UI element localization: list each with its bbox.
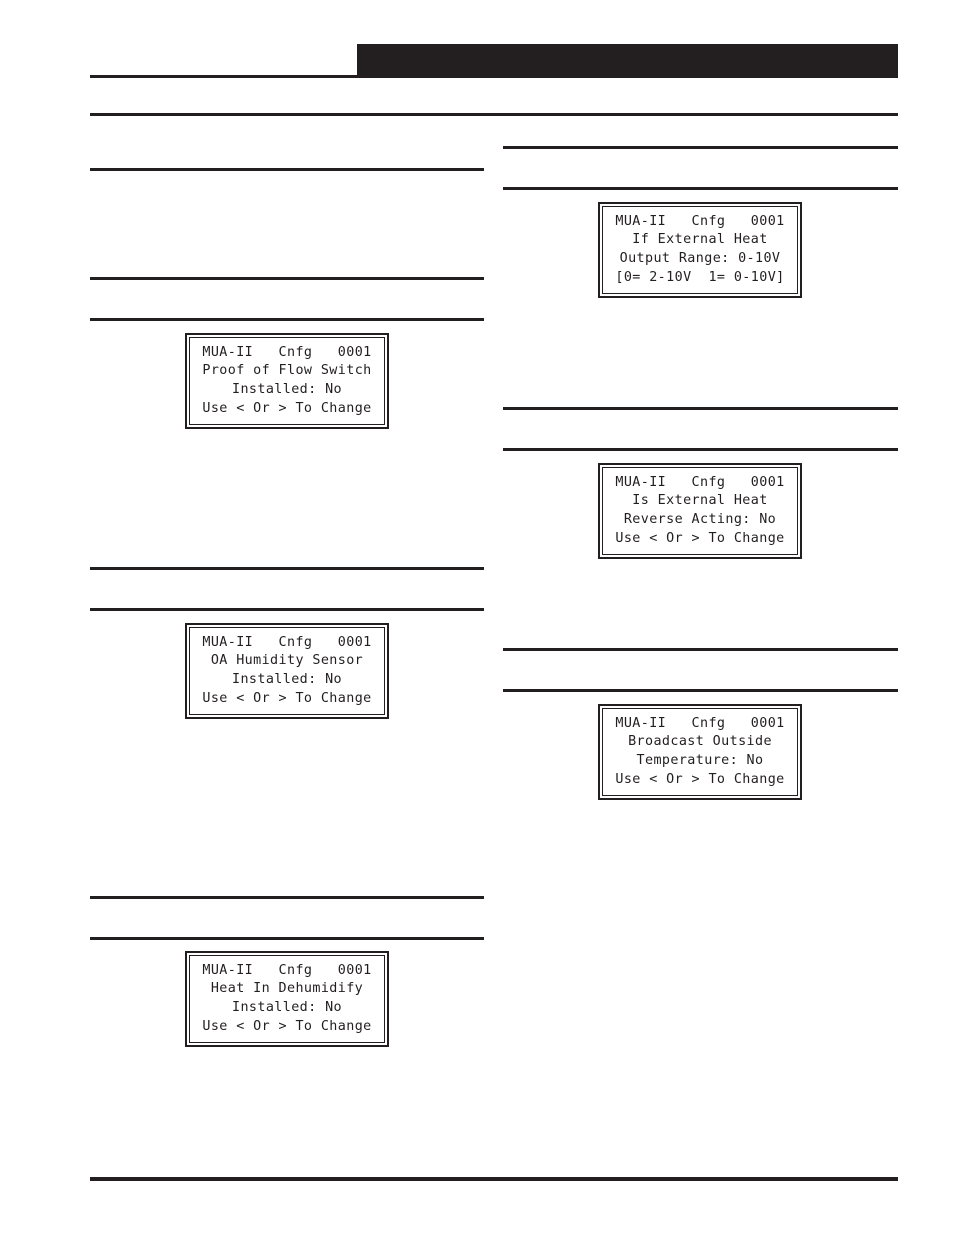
- lcd-screen-oa-humidity: [185, 623, 389, 719]
- left-section-rule: [90, 318, 484, 321]
- right-section-rule: [503, 689, 898, 692]
- lcd-line: Heat In Dehumidify: [210, 981, 364, 997]
- lcd-line: Installed: No: [231, 672, 342, 687]
- lcd-line: Reverse Acting: No: [623, 512, 777, 527]
- lcd-screen-external-heat-range: [598, 202, 802, 298]
- lcd-line: MUA-II Cnfg 0001: [202, 962, 372, 978]
- header-rule: [90, 75, 357, 78]
- right-section-rule: [503, 187, 898, 190]
- lcd-line: Use < Or > To Change: [202, 400, 372, 416]
- lcd-screen-heat-in-dehumidify: [185, 951, 389, 1047]
- top-rule: [90, 113, 898, 116]
- footer-rule: [90, 1177, 898, 1181]
- lcd-line: Installed: No: [231, 1000, 342, 1015]
- left-section-rule: [90, 896, 484, 899]
- lcd-line: MUA-II Cnfg 0001: [615, 213, 785, 229]
- left-section-rule: [90, 937, 484, 940]
- lcd-line: If External Heat: [632, 232, 768, 248]
- lcd-line: Is External Heat: [632, 493, 768, 509]
- left-section-rule: [90, 567, 484, 570]
- lcd-screen-proof-of-flow: [185, 333, 389, 429]
- right-section-rule: [503, 407, 898, 410]
- lcd-line: Use < Or > To Change: [615, 771, 785, 787]
- right-section-rule: [503, 448, 898, 451]
- lcd-line: MUA-II Cnfg 0001: [202, 344, 372, 360]
- lcd-line: Use < Or > To Change: [202, 1018, 372, 1034]
- lcd-line: MUA-II Cnfg 0001: [615, 474, 785, 490]
- left-section-rule: [90, 277, 484, 280]
- lcd-line: MUA-II Cnfg 0001: [202, 634, 372, 650]
- right-section-rule: [503, 648, 898, 651]
- lcd-line: MUA-II Cnfg 0001: [615, 715, 785, 731]
- lcd-line: Installed: No: [231, 382, 342, 397]
- lcd-line: Output Range: 0-10V: [619, 251, 781, 266]
- lcd-line: Temperature: No: [636, 753, 764, 768]
- left-section-rule: [90, 608, 484, 611]
- lcd-screen-broadcast-outside-temp: [598, 704, 802, 800]
- lcd-screen-external-heat-reverse: [598, 463, 802, 559]
- lcd-line: [0= 2-10V 1= 0-10V]: [615, 269, 785, 285]
- lcd-line: Use < Or > To Change: [615, 530, 785, 546]
- lcd-line: OA Humidity Sensor: [210, 653, 364, 669]
- header-bar: [357, 44, 898, 78]
- lcd-line: Use < Or > To Change: [202, 690, 372, 706]
- right-section-rule: [503, 146, 898, 149]
- lcd-line: Proof of Flow Switch: [202, 363, 372, 379]
- left-section-rule: [90, 168, 484, 171]
- lcd-line: Broadcast Outside: [628, 734, 772, 750]
